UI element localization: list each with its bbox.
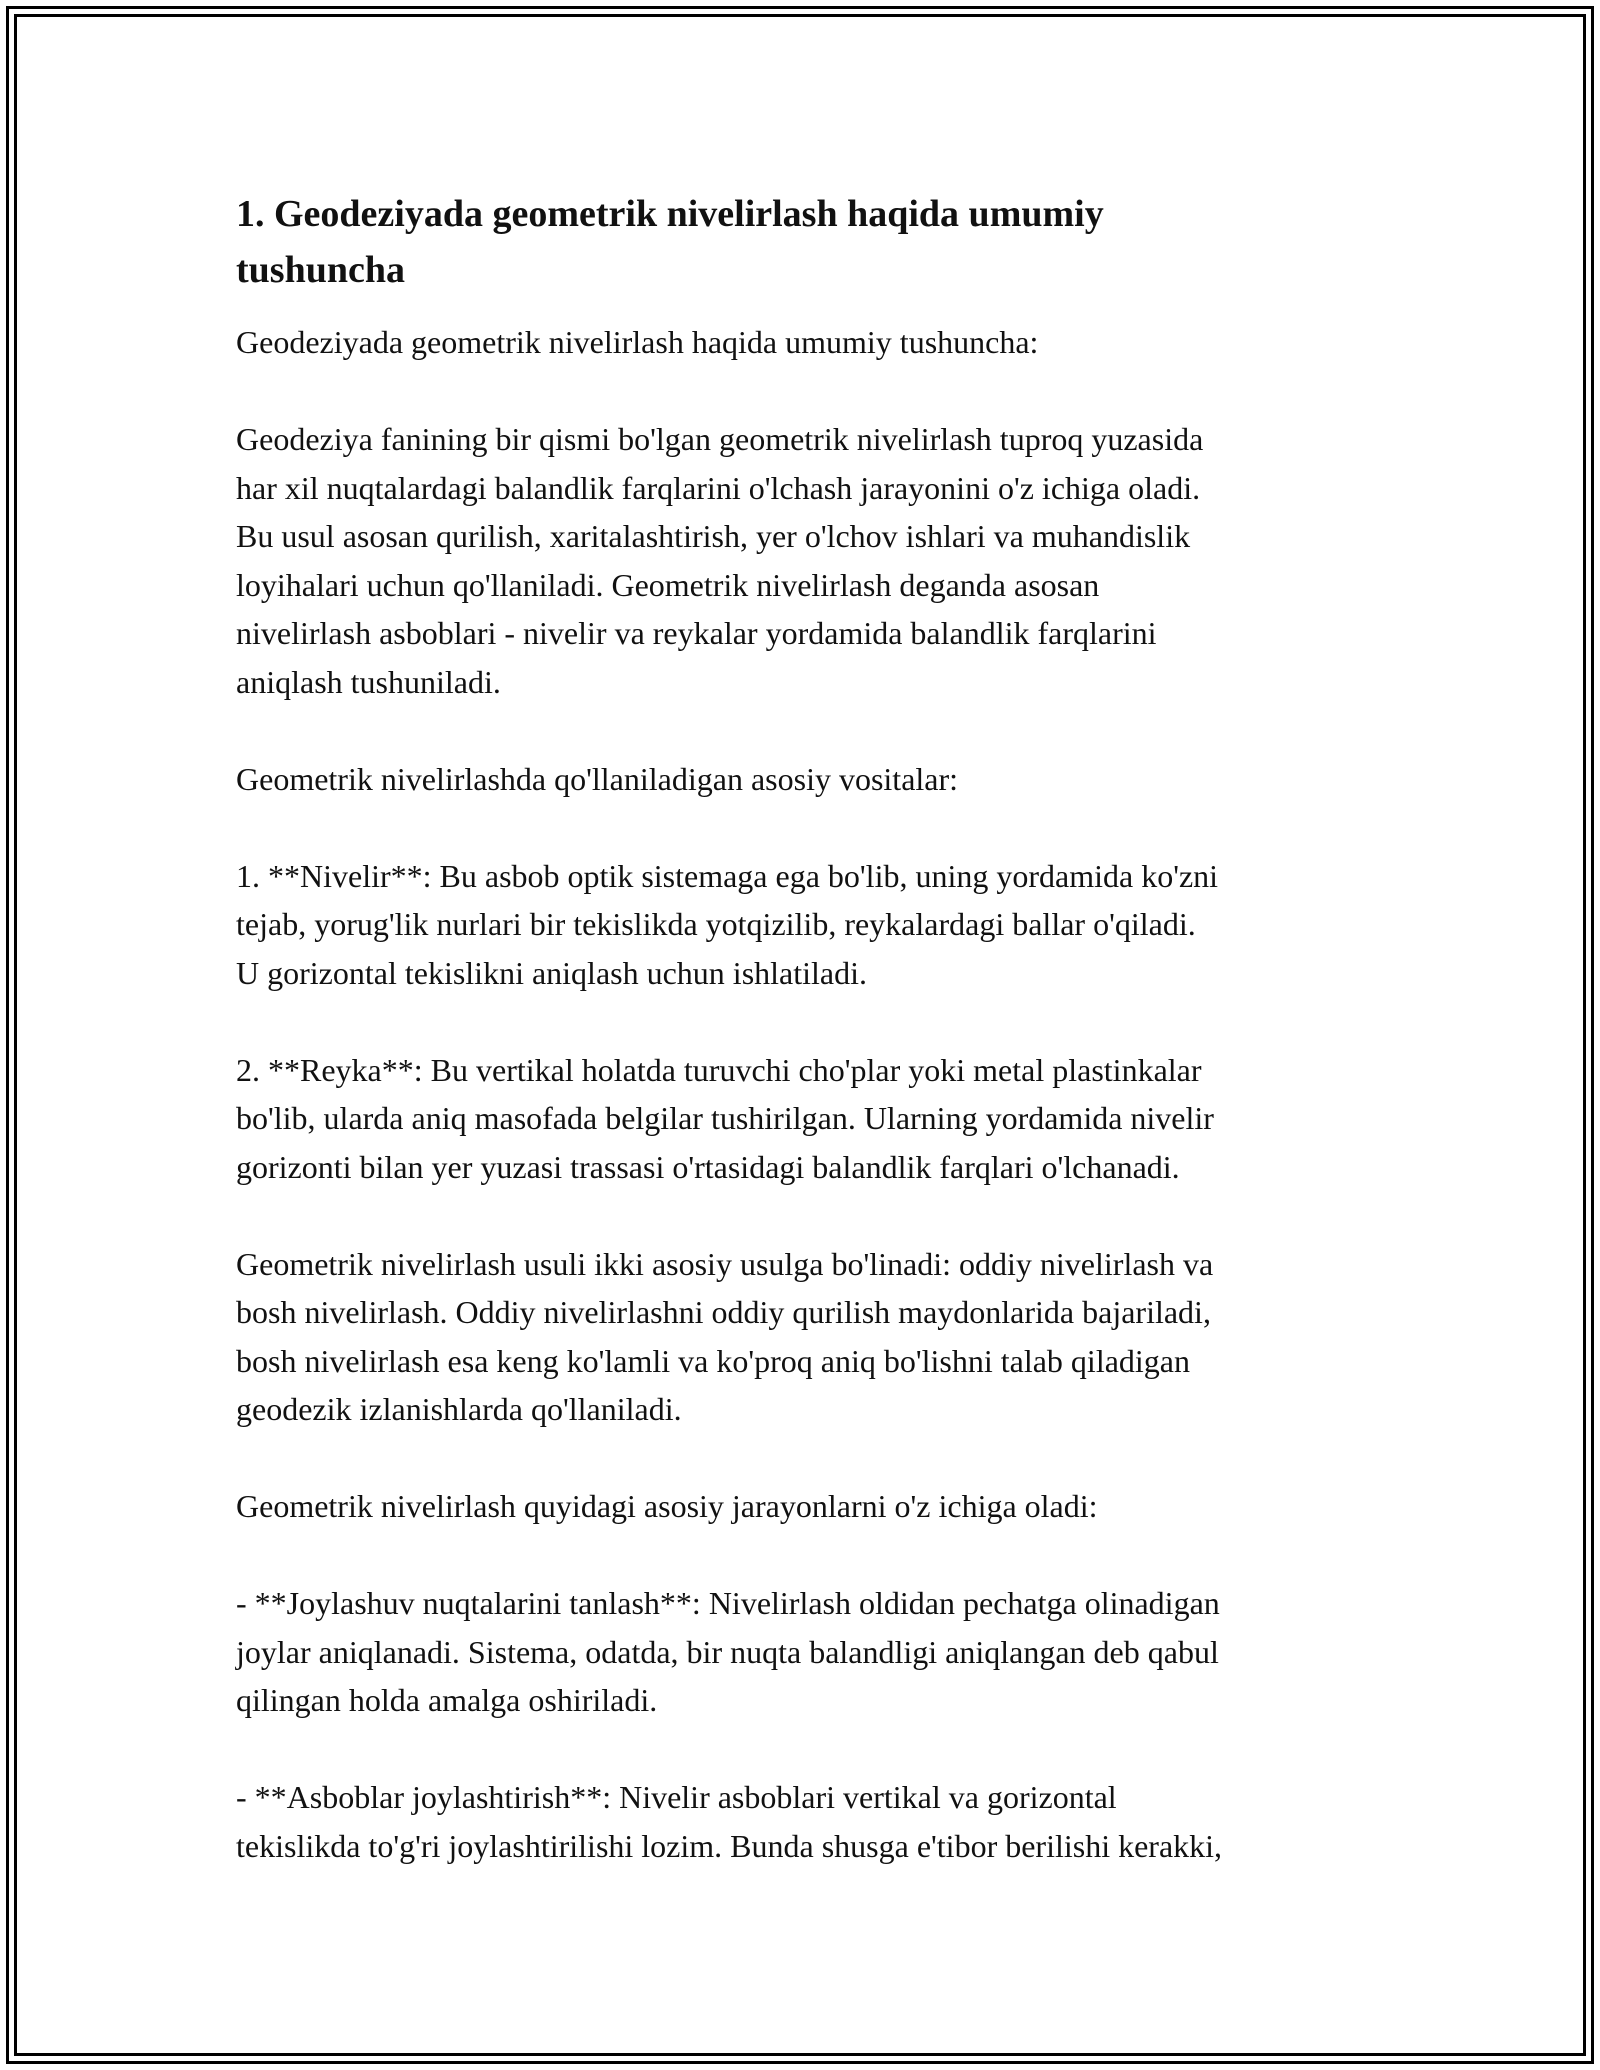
section-heading [236,186,1386,298]
bullet-asboblar [236,1773,1386,1870]
text-line: Geometrik nivelirlash quyidagi asosiy jarayonlarni o'z ichiga oladi: [236,1488,1098,1524]
text-line: joylar aniqlanadi. Sistema, odatda, bir nuqta balandligi aniqlangan deb qabul [236,1633,1219,1670]
heading-line: tushuncha [236,249,405,291]
text-line: - **Joylashuv nuqtalarini tanlash**: Nivelirlash oldidan pechatga olinadigan [236,1585,1220,1621]
text-line: gorizonti bilan yer yuzasi trassasi o'rtasidagi balandlik farqlari o'lchanadi. [236,1148,1180,1185]
text-line: aniqlash tushuniladi. [236,663,501,700]
text-line: 1. **Nivelir**: Bu asbob optik sistemaga ega bo'lib, uning yordamida ko'zni [236,857,1219,894]
text-line: bo'lib, ularda aniq masofada belgilar tushirilgan. Ularning yordamida nivelir [236,1100,1214,1136]
text-line: U gorizontal tekislikni aniqlash uchun ishlatiladi. [236,954,867,991]
list-item-reyka [236,1046,1386,1192]
text-line: qilingan holda amalga oshiriladi. [236,1682,658,1718]
text-line: tekislikda to'g'ri joylashtirilishi lozim. Bunda shusga e'tibor berilishi kerakki, [236,1827,1223,1864]
definition-paragraph [236,415,1386,706]
text-line: Geodeziya fanining bir qismi bo'lgan geometrik nivelirlash tuproq yuzasida [236,421,1204,457]
document-body [236,186,1386,1919]
text-line: har xil nuqtalardagi balandlik farqlarini o'lchash jarayonini o'z ichiga oladi. [236,469,1201,506]
text-line: Geodeziyada geometrik nivelirlash haqida umumiy tushuncha: [236,324,1039,360]
methods-paragraph [236,1240,1386,1434]
intro-paragraph [236,318,1386,367]
heading-line: 1. Geodeziyada geometrik nivelirlash haqida umumiy [236,193,1104,235]
processes-intro-paragraph [236,1482,1386,1531]
text-line: geodezik izlanishlarda qo'llaniladi. [236,1391,682,1427]
text-line: bosh nivelirlash. Oddiy nivelirlashni oddiy qurilish maydonlarida bajariladi, [236,1294,1211,1330]
list-item-nivelir [236,852,1386,998]
text-line: Geometrik nivelirlashda qo'llaniladigan asosiy vositalar: [236,760,959,797]
text-line: nivelirlash asboblari - nivelir va reykalar yordamida balandlik farqlarini [236,615,1157,651]
bullet-joylashuv [236,1579,1386,1725]
text-line: Bu usul asosan qurilish, xaritalashtirish, yer o'lchov ishlari va muhandislik [236,518,1191,554]
text-line: - **Asboblar joylashtirish**: Nivelir asboblari vertikal va gorizontal [236,1779,1117,1815]
tools-intro-paragraph [236,755,1386,804]
text-line: tejab, yorug'lik nurlari bir tekislikda yotqizilib, reykalardagi ballar o'qiladi. [236,906,1196,942]
text-line: Geometrik nivelirlash usuli ikki asosiy usulga bo'linadi: oddiy nivelirlash va [236,1245,1214,1282]
text-line: bosh nivelirlash esa keng ko'lamli va ko'proq aniq bo'lishni talab qiladigan [236,1342,1190,1379]
text-line: loyihalari uchun qo'llaniladi. Geometrik nivelirlash deganda asosan [236,566,1100,603]
text-line: 2. **Reyka**: Bu vertikal holatda turuvchi cho'plar yoki metal plastinkalar [236,1051,1202,1088]
